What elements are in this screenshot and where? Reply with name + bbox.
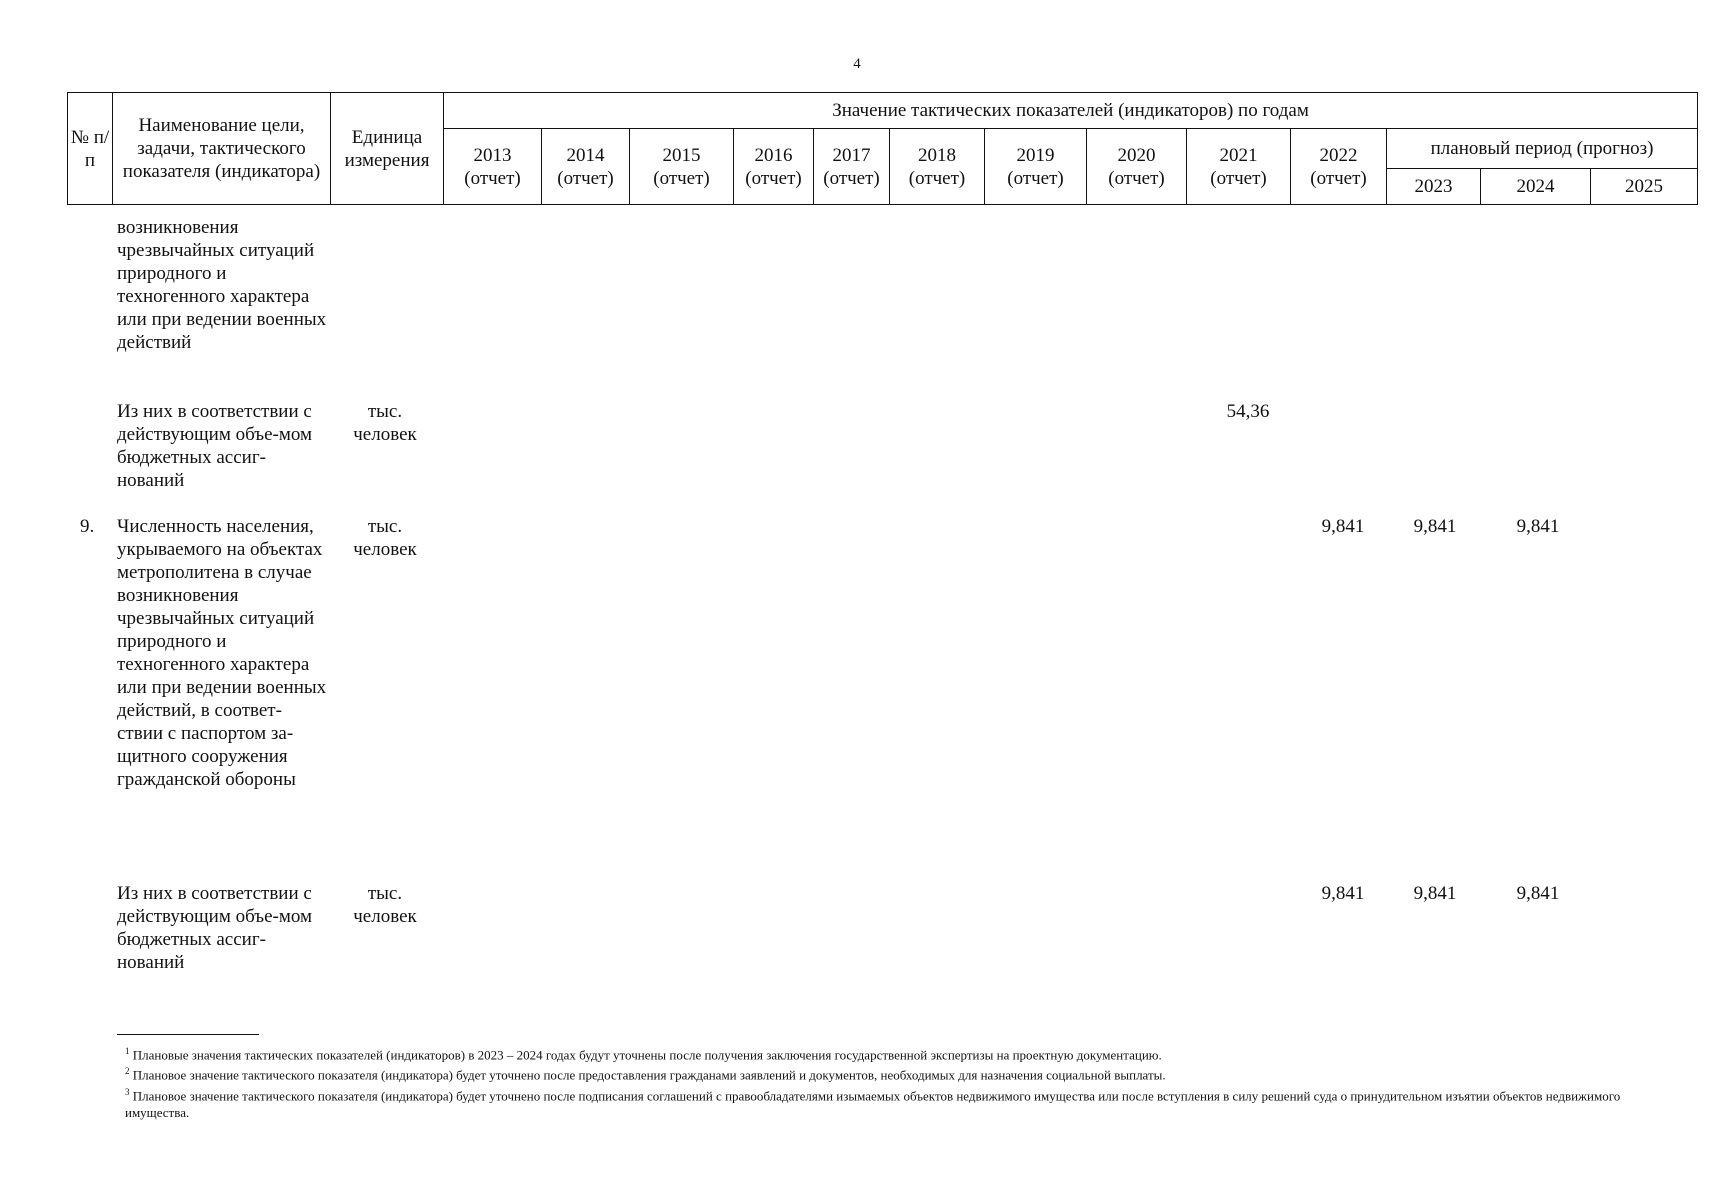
row-number: 9. — [80, 516, 95, 537]
indicator-name: Из них в соответствии с действующим объе-мом бюджетных ассиг-нований — [117, 401, 313, 491]
value-2023: 9,841 — [1413, 516, 1457, 537]
footnote-3: $^3$ Плановое значение тактического показателя (индикатора) будет уточнено после подписания соглашений с правообладателями изымаемых объектов недвижимого имущества или после вступления в силу решений суда о принудительном изъятии объектов недвижимого имущества. — [125, 1086, 1621, 1120]
header-planned-year: 2024 — [1481, 169, 1591, 205]
header-unit: Единица измерения — [331, 93, 444, 205]
value-2024: 9,841 — [1516, 883, 1560, 904]
page-number: 4 — [853, 56, 861, 72]
value-2022: 9,841 — [1321, 516, 1365, 537]
value-2023: 9,841 — [1413, 883, 1457, 904]
indicator-name: Из них в соответствии с действующим объе-мом бюджетных ассиг-нований — [117, 883, 313, 973]
header-name: Наименование цели, задачи, тактического показателя (индикатора) — [113, 93, 331, 205]
header-year: 2021 (отчет) — [1187, 129, 1291, 205]
header-year: 2019 (отчет) — [985, 129, 1087, 205]
header-planned-year: 2023 — [1387, 169, 1481, 205]
indicator-table-header — [67, 92, 1698, 205]
header-num: № п/п — [68, 93, 113, 205]
header-year: 2015 (отчет) — [630, 129, 734, 205]
header-values-group: Значение тактических показателей (индикаторов) по годам — [444, 93, 1698, 129]
footnote-1: $^1$ Плановые значения тактических показателей (индикаторов) в 2023 – 2024 годах будут уточнены после получения заключения государственной экспертизы на проектную документацию. — [125, 1046, 1162, 1063]
indicator-unit: тыс. человек — [353, 883, 417, 927]
header-year: 2020 (отчет) — [1087, 129, 1187, 205]
header-year: 2022 (отчет) — [1291, 129, 1387, 205]
header-planned-year: 2025 — [1591, 169, 1698, 205]
header-year: 2014 (отчет) — [542, 129, 630, 205]
indicator-name: возникновения чрезвычайных ситуаций природного и техногенного характера или при ведении военных действий — [117, 217, 327, 353]
indicator-name: Численность населения, укрываемого на объектах метрополитена в случае возникновения чрезвычайных ситуаций природного и техногенного характера или при ведении военных действий, в соответ-ствии с паспортом за-щитного сооружения гражданской обороны — [117, 516, 327, 790]
indicator-unit: тыс. человек — [353, 516, 417, 560]
header-year: 2013 (отчет) — [444, 129, 542, 205]
value-2024: 9,841 — [1516, 516, 1560, 537]
indicator-unit: тыс. человек — [353, 401, 417, 445]
header-year: 2016 (отчет) — [734, 129, 814, 205]
value-2022: 9,841 — [1321, 883, 1365, 904]
footnote-2: $^2$ Плановое значение тактического показателя (индикатора) будет уточнено после предоставления гражданами заявлений и документов, необходимых для назначения социальной выплаты. — [125, 1066, 1166, 1083]
header-year: 2018 (отчет) — [890, 129, 985, 205]
footnotes — [125, 1043, 1645, 1121]
header-planned: плановый период (прогноз) — [1387, 129, 1698, 169]
value-2021: 54,36 — [1226, 401, 1270, 422]
header-year: 2017 (отчет) — [814, 129, 890, 205]
footnote-divider — [117, 1034, 259, 1035]
